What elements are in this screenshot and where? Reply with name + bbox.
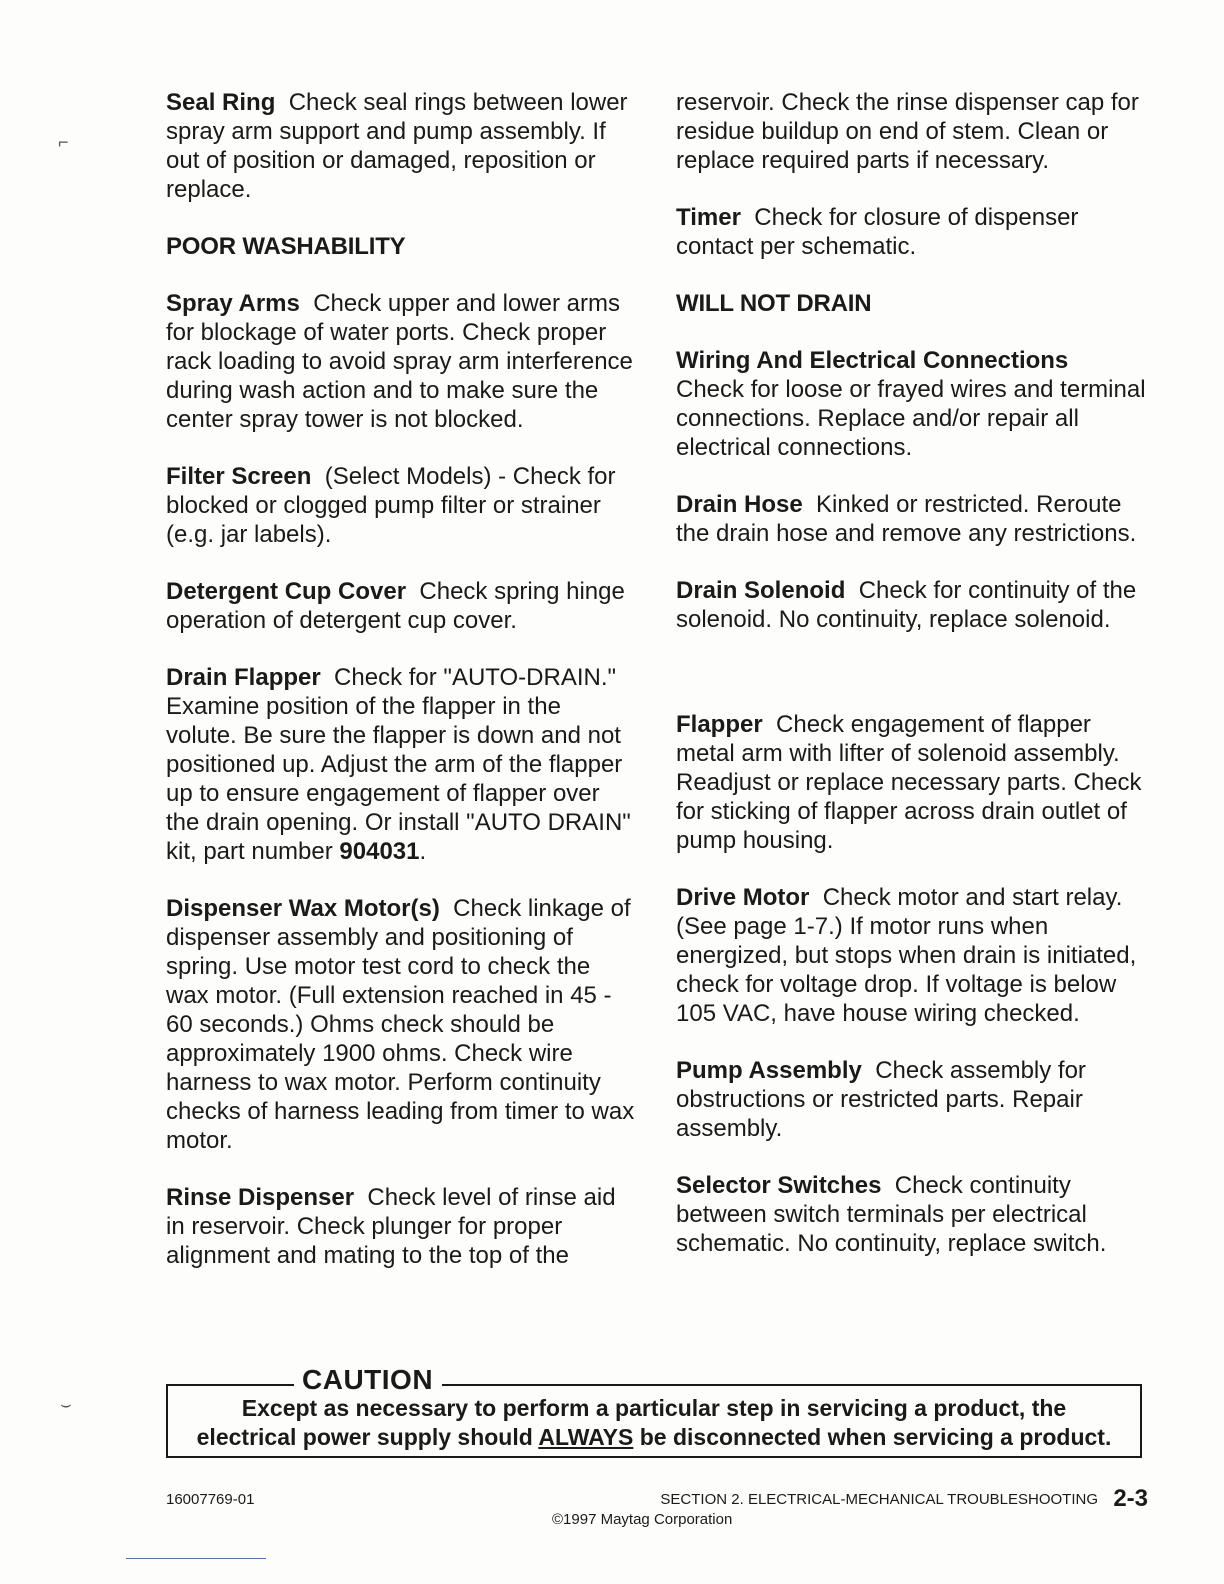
entry-seal-ring: Seal Ring Check seal rings between lower spray arm support and pump assembly. If out of position or damaged, reposition or replace. xyxy=(166,89,628,203)
right-column xyxy=(676,88,1156,1286)
part-number: 904031 xyxy=(339,838,420,865)
entry-drain-flapper: Drain Flapper Check for "AUTO-DRAIN." Examine position of the flapper in the volute. Be sure the flapper is down and not positioned up. Adjust the arm of the flapper up to ensure engagement of flapper over the drain opening. Or install "AUTO DRAIN" kit, part number 904031. xyxy=(166,664,631,865)
caution-title: CAUTION xyxy=(302,1364,434,1395)
entry-wiring: Wiring And Electrical Connections Check for loose or frayed wires and terminal connections. Replace and/or repair all electrical connections. xyxy=(676,347,1146,461)
entry-filter-screen: Filter Screen (Select Models) - Check for blocked or clogged pump filter or strainer (e.g. jar labels). xyxy=(166,463,616,548)
left-column xyxy=(166,88,636,1298)
entry-detergent-cup-cover: Detergent Cup Cover Check spring hinge operation of detergent cup cover. xyxy=(166,578,625,634)
caution-text: Except as necessary to perform a particular step in servicing a product, the electrical power supply should ALWAYS be disconnected when servicing a product. xyxy=(196,1395,1112,1450)
entry-pump-assembly: Pump Assembly Check assembly for obstructions or restricted parts. Repair assembly. xyxy=(676,1057,1086,1142)
doc-number: 16007769-01 xyxy=(166,1491,255,1508)
entry-drive-motor: Drive Motor Check motor and start relay. (See page 1-7.) If motor runs when energized, but stops when drain is initiated, check for voltage drop. If voltage is below 105 VAC, have house wiring checked. xyxy=(676,884,1137,1027)
scan-mark: ⌣ xyxy=(60,1394,72,1414)
entry-spray-arms: Spray Arms Check upper and lower arms for blockage of water ports. Check proper rack loading to avoid spray arm interference during wash action and to make sure the center spray tower is not blocked. xyxy=(166,290,633,433)
caution-rule-right xyxy=(442,1384,1140,1386)
entry-drain-hose: Drain Hose Kinked or restricted. Reroute the drain hose and remove any restrictions. xyxy=(676,491,1137,547)
copyright: ©1997 Maytag Corporation xyxy=(552,1511,733,1528)
scan-line xyxy=(126,1558,266,1559)
entry-flapper: Flapper Check engagement of flapper metal arm with lifter of solenoid assembly. Readjust or replace necessary parts. Check for sticking of flapper across drain outlet of pump housing. xyxy=(676,711,1142,854)
entry-selector-switches: Selector Switches Check continuity between switch terminals per electrical schematic. No continuity, replace switch. xyxy=(676,1172,1107,1257)
entry-drain-solenoid: Drain Solenoid Check for continuity of the solenoid. No continuity, replace solenoid. xyxy=(676,577,1137,633)
heading-will-not-drain: WILL NOT DRAIN xyxy=(676,290,872,317)
caution-box xyxy=(166,1364,1142,1458)
entry-timer: Timer Check for closure of dispenser contact per schematic. xyxy=(676,204,1079,260)
scan-mark: ⌐ xyxy=(58,132,69,152)
entry-rinse-dispenser: Rinse Dispenser Check level of rinse aid in reservoir. Check plunger for proper alignment and mating to the top of the xyxy=(166,1184,616,1269)
page-number: 2-3 xyxy=(1113,1485,1148,1512)
entry-rinse-continued: reservoir. Check the rinse dispenser cap for residue buildup on end of stem. Clean or replace required parts if necessary. xyxy=(676,89,1139,174)
entry-dispenser-wax-motor: Dispenser Wax Motor(s) Check linkage of dispenser assembly and positioning of spring. Use motor test cord to check the wax motor. (Full extension reached in 45 - 60 seconds.) Ohms check should be approximately 1900 ohms. Check wire harness to wax motor. Perform continuity checks of harness leading from timer to wax motor. xyxy=(166,895,635,1154)
section-title: SECTION 2. ELECTRICAL-MECHANICAL TROUBLESHOOTING xyxy=(660,1491,1098,1508)
caution-emphasis: ALWAYS xyxy=(538,1424,634,1450)
caution-rule-left xyxy=(168,1384,294,1386)
column-gap xyxy=(676,662,1156,710)
heading-poor-washability: POOR WASHABILITY xyxy=(166,233,406,260)
